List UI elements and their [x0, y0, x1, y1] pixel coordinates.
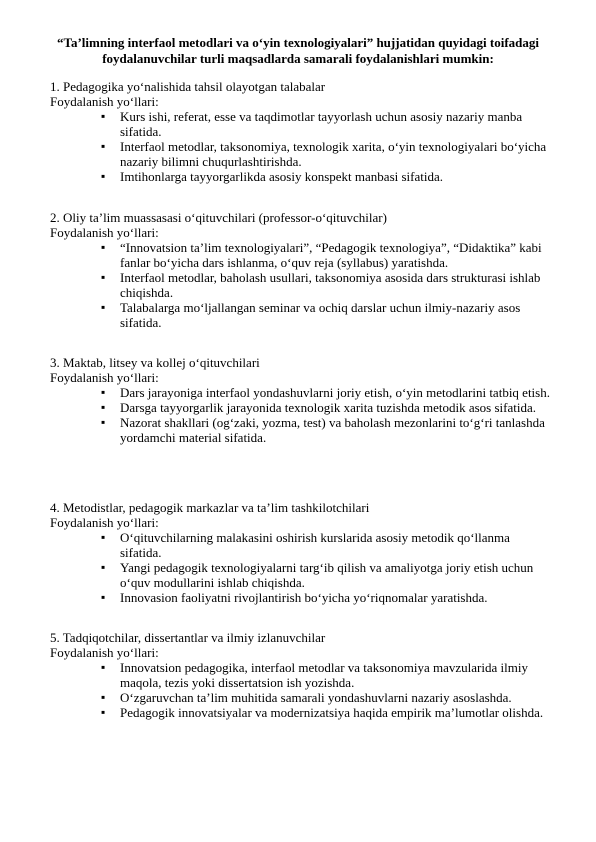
list-item-text: “Innovatsion ta’lim texnologiyalari”, “Pedagogik texnologiya”, “Didaktika” kabi fanlar bo‘yicha dars ishlanma, o‘quv reja (syllabus) yaratishda.	[120, 240, 542, 270]
list-item	[101, 109, 550, 139]
bullet-icon: ▪	[101, 169, 106, 183]
bullet-icon: ▪	[101, 415, 106, 429]
usage-list	[50, 530, 550, 605]
section-methodologists	[50, 500, 550, 605]
usage-list	[50, 385, 550, 445]
list-item-text: Kurs ishi, referat, esse va taqdimotlar tayyorlash uchun asosiy nazariy manba sifatida.	[120, 109, 523, 139]
usage-list	[50, 240, 550, 330]
section-subheading: Foydalanish yo‘llari:	[50, 645, 159, 660]
bullet-icon: ▪	[101, 590, 106, 604]
list-item-text: Innovatsion pedagogika, interfaol metodlar va taksonomiya mavzularida ilmiy maqola, tezis yoki dissertatsion ish yozishda.	[120, 660, 528, 690]
section-heading: 1. Pedagogika yo‘nalishida tahsil olayotgan talabalar	[50, 79, 326, 94]
list-item	[101, 240, 550, 270]
list-item-text: Dars jarayoniga interfaol yondashuvlarni joriy etish, o‘yin metodlarini tatbiq etish.	[120, 385, 550, 400]
bullet-icon: ▪	[101, 560, 106, 574]
bullet-icon: ▪	[101, 385, 106, 399]
section-students	[50, 79, 550, 184]
list-item-text: O‘zgaruvchan ta’lim muhitida samarali yondashuvlarni nazariy asoslashda.	[120, 690, 512, 705]
bullet-icon: ▪	[101, 139, 106, 153]
list-item	[101, 270, 550, 300]
section-researchers	[50, 630, 550, 720]
section-school-teachers	[50, 355, 550, 445]
list-item-text: Yangi pedagogik texnologiyalarni targ‘ib qilish va amaliyotga joriy etish uchun o‘quv modullarini ishlab chiqishda.	[120, 560, 534, 590]
bullet-icon: ▪	[101, 109, 106, 123]
section-university-teachers	[50, 210, 550, 330]
usage-list	[50, 660, 550, 720]
section-heading: 2. Oliy ta’lim muassasasi o‘qituvchilari (professor-o‘qituvchilar)	[50, 210, 387, 225]
list-item-text: O‘qituvchilarning malakasini oshirish kurslarida asosiy metodik qo‘llanma sifatida.	[120, 530, 510, 560]
bullet-icon: ▪	[101, 530, 106, 544]
list-item-text: Interfaol metodlar, taksonomiya, texnologik xarita, o‘yin texnologiyalari bo‘yicha nazariy bilimni chuqurlashtirishda.	[120, 139, 547, 169]
list-item	[101, 660, 550, 690]
list-item-text: Talabalarga mo‘ljallangan seminar va ochiq darslar uchun ilmiy-nazariy asos sifatida.	[120, 300, 521, 330]
list-item	[101, 139, 550, 169]
list-item	[101, 530, 550, 560]
list-item	[101, 300, 550, 330]
list-item	[101, 690, 550, 705]
section-subheading: Foydalanish yo‘llari:	[50, 94, 159, 109]
bullet-icon: ▪	[101, 270, 106, 284]
list-item	[101, 169, 550, 184]
document-title: “Ta’limning interfaol metodlari va o‘yin texnologiyalari” hujjatidan quyidagi toifadagi foydalanuvchilar turli maqsadlarda samarali foydalanishlari mumkin:	[57, 35, 539, 66]
list-item	[101, 705, 550, 720]
section-subheading: Foydalanish yo‘llari:	[50, 225, 159, 240]
list-item-text: Nazorat shakllari (og‘zaki, yozma, test) va baholash mezonlarini to‘g‘ri tanlashda yordamchi material sifatida.	[120, 415, 545, 445]
section-heading: 5. Tadqiqotchilar, dissertantlar va ilmiy izlanuvchilar	[50, 630, 326, 645]
list-item	[101, 560, 550, 590]
section-subheading: Foydalanish yo‘llari:	[50, 370, 159, 385]
list-item	[101, 385, 550, 400]
bullet-icon: ▪	[101, 240, 106, 254]
section-subheading: Foydalanish yo‘llari:	[50, 515, 159, 530]
bullet-icon: ▪	[101, 400, 106, 414]
list-item	[101, 415, 550, 445]
list-item-text: Darsga tayyorgarlik jarayonida texnologik xarita tuzishda metodik asos sifatida.	[120, 400, 537, 415]
section-heading: 3. Maktab, litsey va kollej o‘qituvchilari	[50, 355, 260, 370]
bullet-icon: ▪	[101, 690, 106, 704]
usage-list	[50, 109, 550, 184]
list-item-text: Imtihonlarga tayyorgarlikda asosiy konspekt manbasi sifatida.	[120, 169, 444, 184]
list-item-text: Interfaol metodlar, baholash usullari, taksonomiya asosida dars strukturasi ishlab chiqishda.	[120, 270, 541, 300]
bullet-icon: ▪	[101, 705, 106, 719]
list-item	[101, 400, 550, 415]
list-item-text: Innovasion faoliyatni rivojlantirish bo‘yicha yo‘riqnomalar yaratishda.	[120, 590, 488, 605]
bullet-icon: ▪	[101, 300, 106, 314]
bullet-icon: ▪	[101, 660, 106, 674]
list-item	[101, 590, 550, 605]
section-heading: 4. Metodistlar, pedagogik markazlar va ta’lim tashkilotchilari	[50, 500, 370, 515]
list-item-text: Pedagogik innovatsiyalar va modernizatsiya haqida empirik ma’lumotlar olishda.	[120, 705, 544, 720]
